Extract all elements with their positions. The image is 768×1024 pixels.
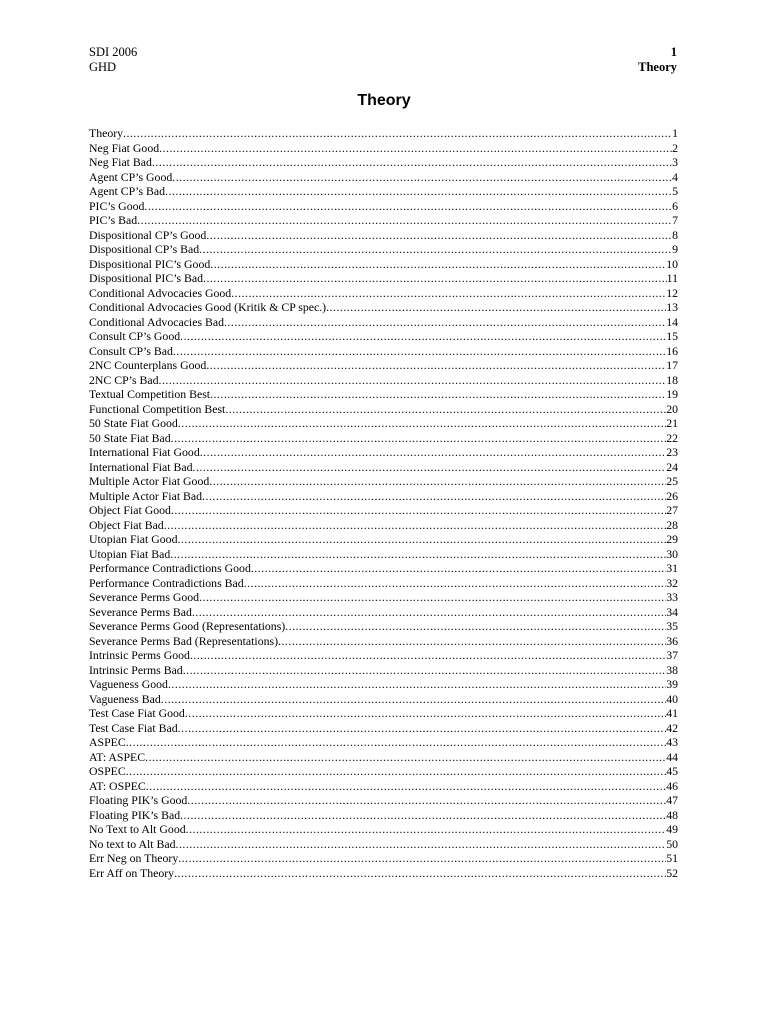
toc-entry-page-number: 31: [666, 561, 678, 575]
toc-entry-label: Consult CP’s Bad: [89, 343, 173, 358]
toc-entry-page-number: 39: [666, 677, 678, 691]
toc-entry-page-number: 37: [666, 648, 678, 662]
toc-entry[interactable]: [89, 503, 678, 518]
toc-entry-page-number: 10: [666, 256, 678, 271]
toc-entry-page-number: 41: [666, 706, 678, 720]
header-page-number: 1: [670, 45, 677, 59]
toc-entry-page-number: 28: [666, 517, 678, 532]
toc-entry-label: International Fiat Good: [89, 445, 200, 459]
toc-entry-label: International Fiat Bad: [89, 459, 193, 474]
toc-entry-label: Floating PIK’s Good: [89, 793, 188, 807]
toc-entry-page-number: 3: [672, 155, 678, 169]
toc-entry[interactable]: [89, 837, 678, 852]
toc-entry-label: 50 State Fiat Bad: [89, 430, 171, 445]
toc-entry-page-number: 15: [666, 329, 678, 343]
toc-entry[interactable]: [89, 706, 678, 721]
toc-entry-label: Test Case Fiat Bad: [89, 720, 178, 735]
toc-entry[interactable]: [89, 561, 678, 576]
toc-entry-label: Functional Competition Best: [89, 401, 226, 416]
toc-entry-page-number: 30: [666, 546, 678, 561]
toc-entry-page-number: 46: [666, 778, 678, 793]
toc-entry-label: AT: ASPEC: [89, 749, 146, 764]
toc-entry-page-number: 24: [666, 459, 678, 474]
toc-dot-leader: [164, 518, 667, 533]
toc-entry-page-number: 50: [666, 836, 678, 851]
toc-entry-label: Agent CP’s Bad: [89, 184, 166, 198]
toc-entry-page-number: 27: [666, 503, 678, 517]
toc-dot-leader: [278, 634, 666, 649]
toc-entry-label: Dispositional CP’s Bad: [89, 242, 200, 256]
toc-dot-leader: [231, 286, 666, 301]
toc-entry[interactable]: [89, 576, 678, 591]
toc-dot-leader: [171, 431, 667, 446]
toc-entry-label: Utopian Fiat Bad: [89, 546, 171, 561]
toc-dot-leader: [146, 779, 666, 794]
toc-dot-leader: [206, 228, 672, 243]
toc-entry-page-number: 42: [666, 720, 678, 735]
toc-dot-leader: [193, 460, 667, 475]
toc-dot-leader: [171, 503, 666, 518]
toc-entry[interactable]: [89, 445, 678, 460]
toc-entry-label: Severance Perms Bad: [89, 604, 192, 619]
toc-entry[interactable]: [89, 344, 678, 359]
toc-entry-page-number: 16: [666, 343, 678, 358]
toc-entry-page-number: 45: [666, 764, 678, 778]
toc-entry-page-number: 12: [666, 285, 678, 300]
toc-entry-label: Dispositional PIC’s Bad: [89, 271, 204, 285]
toc-entry-page-number: 25: [666, 474, 678, 488]
toc-dot-leader: [161, 692, 666, 707]
toc-dot-leader: [145, 750, 666, 765]
toc-dot-leader: [183, 663, 666, 678]
toc-entry-page-number: 8: [672, 227, 678, 242]
toc-entry-page-number: 48: [666, 807, 678, 822]
toc-dot-leader: [244, 576, 667, 591]
toc-entry-label: Neg Fiat Good: [89, 140, 160, 155]
toc-entry[interactable]: [89, 213, 678, 228]
toc-dot-leader: [186, 822, 667, 837]
toc-dot-leader: [200, 445, 666, 460]
page-title: Theory: [357, 92, 411, 109]
toc-entry-label: Textual Competition Best: [89, 387, 211, 401]
toc-entry-label: Multiple Actor Fiat Bad: [89, 488, 203, 503]
toc-dot-leader: [126, 764, 666, 779]
toc-entry[interactable]: [89, 315, 678, 330]
toc-entry-label: No text to Alt Bad: [89, 836, 176, 851]
toc-entry[interactable]: [89, 387, 678, 402]
toc-entry[interactable]: [89, 518, 678, 533]
toc-entry[interactable]: [89, 808, 678, 823]
toc-entry-page-number: 2: [672, 140, 678, 155]
toc-entry[interactable]: [89, 431, 678, 446]
toc-entry-page-number: 7: [672, 213, 678, 227]
toc-dot-leader: [159, 373, 667, 388]
toc-entry-page-number: 32: [666, 575, 678, 590]
toc-entry-page-number: 6: [672, 198, 678, 213]
toc-entry[interactable]: [89, 590, 678, 605]
toc-entry-page-number: 33: [666, 590, 678, 604]
toc-entry[interactable]: [89, 851, 678, 866]
toc-dot-leader: [285, 619, 666, 634]
toc-entry-page-number: 47: [666, 793, 678, 807]
toc-entry[interactable]: [89, 460, 678, 475]
toc-dot-leader: [170, 547, 666, 562]
toc-entry[interactable]: [89, 373, 678, 388]
toc-entry-page-number: 38: [666, 662, 678, 677]
toc-dot-leader: [177, 532, 666, 547]
toc-entry-page-number: 36: [666, 633, 678, 648]
toc-entry-page-number: 18: [666, 372, 678, 387]
toc-dot-leader: [206, 358, 666, 373]
toc-dot-leader: [185, 706, 666, 721]
toc-entry[interactable]: [89, 199, 678, 214]
toc-entry[interactable]: [89, 489, 678, 504]
toc-dot-leader: [210, 257, 666, 272]
toc-entry-label: Agent CP’s Good: [89, 169, 173, 184]
toc-entry[interactable]: [89, 141, 678, 156]
toc-entry-page-number: 40: [666, 691, 678, 706]
toc-dot-leader: [172, 170, 672, 185]
toc-entry-page-number: 51: [666, 851, 678, 865]
toc-dot-leader: [168, 677, 666, 692]
toc-entry-label: PIC’s Good: [89, 198, 145, 213]
toc-entry[interactable]: [89, 300, 678, 315]
toc-entry-label: 2NC CP’s Bad: [89, 372, 159, 387]
toc-entry-label: Test Case Fiat Good: [89, 706, 185, 720]
toc-dot-leader: [126, 735, 666, 750]
toc-entry[interactable]: [89, 619, 678, 634]
toc-dot-leader: [174, 866, 666, 881]
toc-entry[interactable]: [89, 866, 678, 881]
toc-entry[interactable]: [89, 402, 678, 417]
toc-entry-label: Dispositional PIC’s Good: [89, 256, 211, 271]
toc-entry[interactable]: [89, 286, 678, 301]
toc-entry-page-number: 52: [666, 865, 678, 880]
header-row-2: [89, 60, 677, 75]
header-row-1: [89, 45, 677, 60]
toc-entry[interactable]: [89, 184, 678, 199]
toc-dot-leader: [178, 721, 667, 736]
table-of-contents: [89, 126, 678, 880]
toc-dot-leader: [187, 793, 666, 808]
toc-entry-label: Dispositional CP’s Good: [89, 227, 207, 242]
page-header: [89, 45, 677, 75]
toc-entry-page-number: 11: [666, 271, 678, 285]
toc-dot-leader: [190, 648, 666, 663]
toc-dot-leader: [137, 213, 672, 228]
toc-entry-page-number: 4: [672, 169, 678, 184]
toc-dot-leader: [192, 605, 666, 620]
toc-entry-label: ASPEC: [89, 735, 126, 749]
toc-dot-leader: [326, 300, 666, 315]
toc-dot-leader: [165, 184, 672, 199]
toc-entry-page-number: 13: [666, 300, 678, 314]
header-file-title: Theory: [638, 60, 677, 74]
toc-entry-label: AT: OSPEC: [89, 778, 146, 793]
toc-entry-label: Conditional Advocacies Bad: [89, 314, 224, 329]
toc-entry[interactable]: [89, 358, 678, 373]
toc-entry-page-number: 22: [666, 430, 678, 445]
toc-dot-leader: [209, 474, 666, 489]
toc-entry-label: Theory: [89, 126, 124, 140]
toc-entry-page-number: 43: [666, 735, 678, 749]
toc-entry[interactable]: [89, 634, 678, 649]
toc-entry-page-number: 9: [672, 242, 678, 256]
toc-entry[interactable]: [89, 735, 678, 750]
header-lab-name: GHD: [89, 60, 117, 74]
toc-entry-page-number: 21: [666, 416, 678, 430]
toc-dot-leader: [180, 808, 666, 823]
toc-dot-leader: [123, 126, 672, 141]
toc-dot-leader: [199, 242, 672, 257]
toc-entry[interactable]: [89, 474, 678, 489]
toc-entry-page-number: 19: [666, 387, 678, 401]
toc-entry-label: Err Neg on Theory: [89, 851, 179, 865]
toc-entry[interactable]: [89, 532, 678, 547]
toc-entry[interactable]: [89, 242, 678, 257]
toc-entry-page-number: 17: [666, 358, 678, 372]
toc-entry-label: Floating PIK’s Bad: [89, 807, 181, 822]
toc-entry[interactable]: [89, 170, 678, 185]
toc-entry-label: Intrinsic Perms Bad: [89, 662, 183, 677]
toc-entry-label: Err Aff on Theory: [89, 865, 175, 880]
toc-entry-label: Performance Contradictions Good: [89, 561, 251, 575]
toc-entry-label: Utopian Fiat Good: [89, 532, 178, 546]
toc-entry[interactable]: [89, 663, 678, 678]
toc-entry[interactable]: [89, 677, 678, 692]
toc-entry-label: PIC’s Bad: [89, 213, 138, 227]
toc-dot-leader: [180, 329, 666, 344]
toc-entry-page-number: 29: [666, 532, 678, 546]
toc-dot-leader: [203, 271, 667, 286]
toc-entry[interactable]: [89, 547, 678, 562]
toc-entry-page-number: 49: [666, 822, 678, 836]
toc-entry-page-number: 35: [666, 619, 678, 633]
toc-entry-label: 2NC Counterplans Good: [89, 358, 207, 372]
toc-entry[interactable]: [89, 822, 678, 837]
toc-entry-label: Object Fiat Good: [89, 503, 171, 517]
toc-dot-leader: [225, 402, 666, 417]
toc-dot-leader: [178, 416, 666, 431]
toc-entry-label: Severance Perms Good: [89, 590, 200, 604]
toc-entry-label: OSPEC: [89, 764, 126, 778]
toc-entry[interactable]: [89, 329, 678, 344]
header-camp-name: SDI 2006: [89, 45, 138, 59]
toc-entry-label: Severance Perms Bad (Representations): [89, 633, 279, 648]
toc-entry-page-number: 20: [666, 401, 678, 416]
toc-dot-leader: [178, 851, 666, 866]
toc-entry-label: Neg Fiat Bad: [89, 155, 152, 169]
toc-entry-label: Intrinsic Perms Good: [89, 648, 190, 662]
toc-dot-leader: [176, 837, 667, 852]
toc-entry-label: Conditional Advocacies Good: [89, 285, 232, 300]
toc-entry[interactable]: [89, 648, 678, 663]
toc-entry[interactable]: [89, 605, 678, 620]
toc-entry-label: Vagueness Bad: [89, 691, 161, 706]
toc-entry-label: 50 State Fiat Good: [89, 416, 178, 430]
toc-entry-label: Conditional Advocacies Good (Kritik & CP spec.): [89, 300, 327, 314]
toc-entry[interactable]: [89, 779, 678, 794]
toc-entry-label: Performance Contradictions Bad: [89, 575, 244, 590]
toc-dot-leader: [173, 344, 666, 359]
toc-entry[interactable]: [89, 750, 678, 765]
toc-entry[interactable]: [89, 257, 678, 272]
toc-entry[interactable]: [89, 126, 678, 141]
toc-entry[interactable]: [89, 793, 678, 808]
toc-dot-leader: [152, 155, 672, 170]
toc-entry-page-number: 5: [672, 184, 678, 198]
toc-entry-page-number: 14: [666, 314, 678, 329]
toc-entry-page-number: 44: [666, 749, 678, 764]
toc-dot-leader: [251, 561, 666, 576]
toc-dot-leader: [199, 590, 666, 605]
toc-entry[interactable]: [89, 228, 678, 243]
toc-entry-label: No Text to Alt Good: [89, 822, 186, 836]
toc-entry-label: Severance Perms Good (Representations): [89, 619, 286, 633]
toc-dot-leader: [159, 141, 672, 156]
toc-entry[interactable]: [89, 692, 678, 707]
toc-entry-page-number: 26: [666, 488, 678, 503]
toc-dot-leader: [224, 315, 666, 330]
toc-entry-page-number: 1: [672, 126, 678, 140]
toc-entry-label: Object Fiat Bad: [89, 517, 164, 532]
toc-entry-label: Vagueness Good: [89, 677, 168, 691]
toc-entry[interactable]: [89, 721, 678, 736]
toc-entry[interactable]: [89, 416, 678, 431]
toc-dot-leader: [144, 199, 672, 214]
toc-entry-label: Consult CP’s Good: [89, 329, 181, 343]
toc-entry[interactable]: [89, 271, 678, 286]
toc-dot-leader: [210, 387, 666, 402]
toc-entry-label: Multiple Actor Fiat Good: [89, 474, 210, 488]
toc-entry-page-number: 34: [666, 604, 678, 619]
toc-entry[interactable]: [89, 155, 678, 170]
toc-entry-page-number: 23: [666, 445, 678, 459]
toc-dot-leader: [202, 489, 666, 504]
toc-entry[interactable]: [89, 764, 678, 779]
